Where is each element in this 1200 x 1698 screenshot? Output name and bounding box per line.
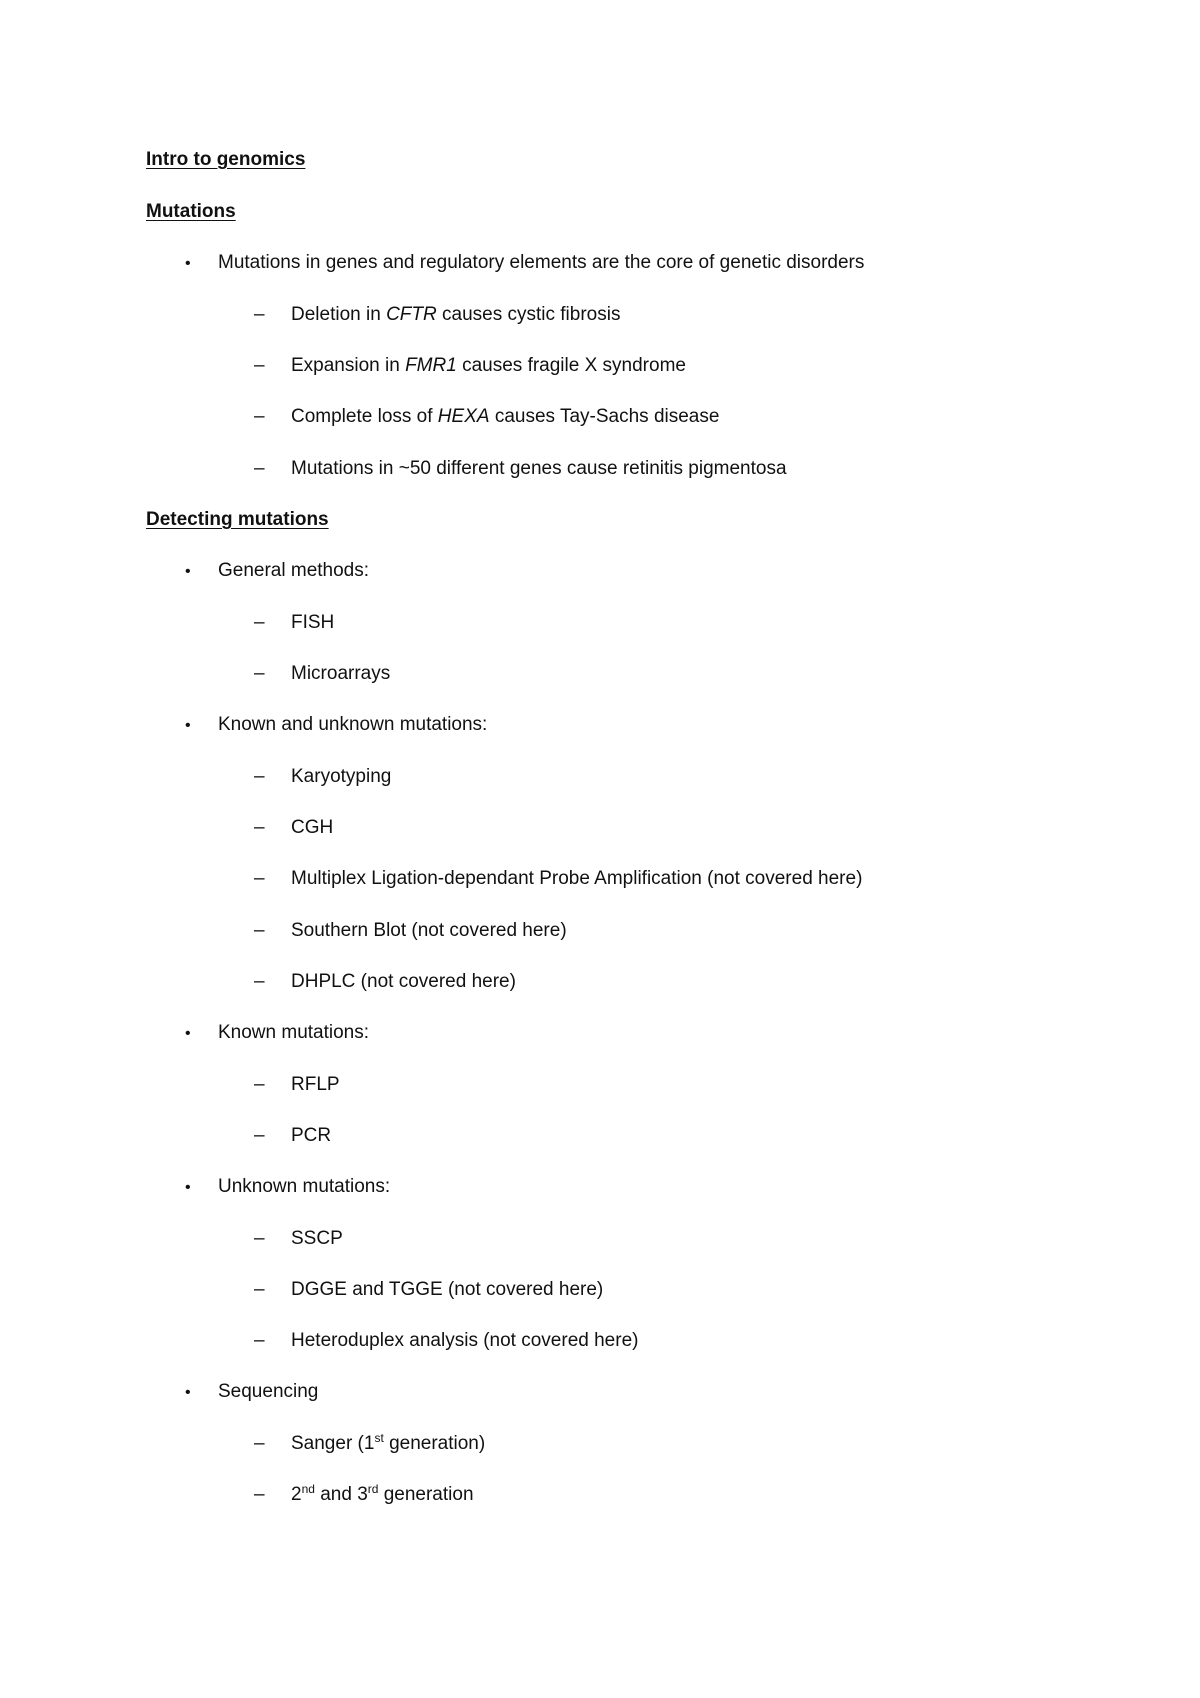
sub-item-text: 2nd and 3rd generation xyxy=(291,1482,474,1505)
dash-marker: – xyxy=(254,355,265,376)
section-heading-mutations: Mutations xyxy=(146,201,236,222)
sub-item-text: DGGE and TGGE (not covered here) xyxy=(291,1279,604,1300)
bullet-marker: • xyxy=(185,717,191,734)
bullet-text: Mutations in genes and regulatory elements are the core of genetic disorders xyxy=(218,252,865,273)
sub-item-text: DHPLC (not covered here) xyxy=(291,971,516,992)
bullet-text: Sequencing xyxy=(218,1381,319,1402)
sub-item-text: Complete loss of HEXA causes Tay-Sachs disease xyxy=(291,406,720,427)
dash-marker: – xyxy=(254,868,265,889)
sub-item-text: CGH xyxy=(291,817,334,838)
dash-marker: – xyxy=(254,612,265,633)
sub-item-text: Deletion in CFTR causes cystic fibrosis xyxy=(291,304,621,325)
dash-marker: – xyxy=(254,458,265,479)
sub-item-text: Microarrays xyxy=(291,663,391,684)
sub-item-text: FISH xyxy=(291,612,335,633)
sub-item-text: RFLP xyxy=(291,1074,340,1095)
bullet-text: Known and unknown mutations: xyxy=(218,714,488,735)
sub-item-text: Mutations in ~50 different genes cause retinitis pigmentosa xyxy=(291,458,787,479)
section-heading-detecting-mutations: Detecting mutations xyxy=(146,509,329,530)
dash-marker: – xyxy=(254,1074,265,1095)
gene-name: HEXA xyxy=(437,406,490,427)
dash-marker: – xyxy=(254,1433,265,1454)
bullet-marker: • xyxy=(185,1384,191,1401)
dash-marker: – xyxy=(254,1125,265,1146)
dash-marker: – xyxy=(254,1484,265,1505)
sub-item-text: SSCP xyxy=(291,1228,343,1249)
document-title: Intro to genomics xyxy=(146,149,306,170)
sub-item-text: Karyotyping xyxy=(291,766,392,787)
dash-marker: – xyxy=(254,971,265,992)
sub-item-text: Southern Blot (not covered here) xyxy=(291,920,567,941)
bullet-marker: • xyxy=(185,255,191,272)
bullet-text: Unknown mutations: xyxy=(218,1176,391,1197)
dash-marker: – xyxy=(254,766,265,787)
bullet-text: Known mutations: xyxy=(218,1022,370,1043)
dash-marker: – xyxy=(254,304,265,325)
dash-marker: – xyxy=(254,1228,265,1249)
dash-marker: – xyxy=(254,1279,265,1300)
dash-marker: – xyxy=(254,920,265,941)
gene-name: FMR1 xyxy=(405,355,457,376)
sub-item-text: Expansion in FMR1 causes fragile X syndrome xyxy=(291,355,686,376)
dash-marker: – xyxy=(254,663,265,684)
bullet-marker: • xyxy=(185,563,191,580)
gene-name: CFTR xyxy=(386,304,437,325)
dash-marker: – xyxy=(254,1330,265,1351)
sub-item-text: PCR xyxy=(291,1125,332,1146)
bullet-marker: • xyxy=(185,1025,191,1042)
bullet-text: General methods: xyxy=(218,560,370,581)
sub-item-text: Heteroduplex analysis (not covered here) xyxy=(291,1330,639,1351)
bullet-marker: • xyxy=(185,1179,191,1196)
sub-item-text: Sanger (1st generation) xyxy=(291,1431,486,1454)
dash-marker: – xyxy=(254,817,265,838)
dash-marker: – xyxy=(254,406,265,427)
sub-item-text: Multiplex Ligation-dependant Probe Amplification (not covered here) xyxy=(291,868,863,889)
